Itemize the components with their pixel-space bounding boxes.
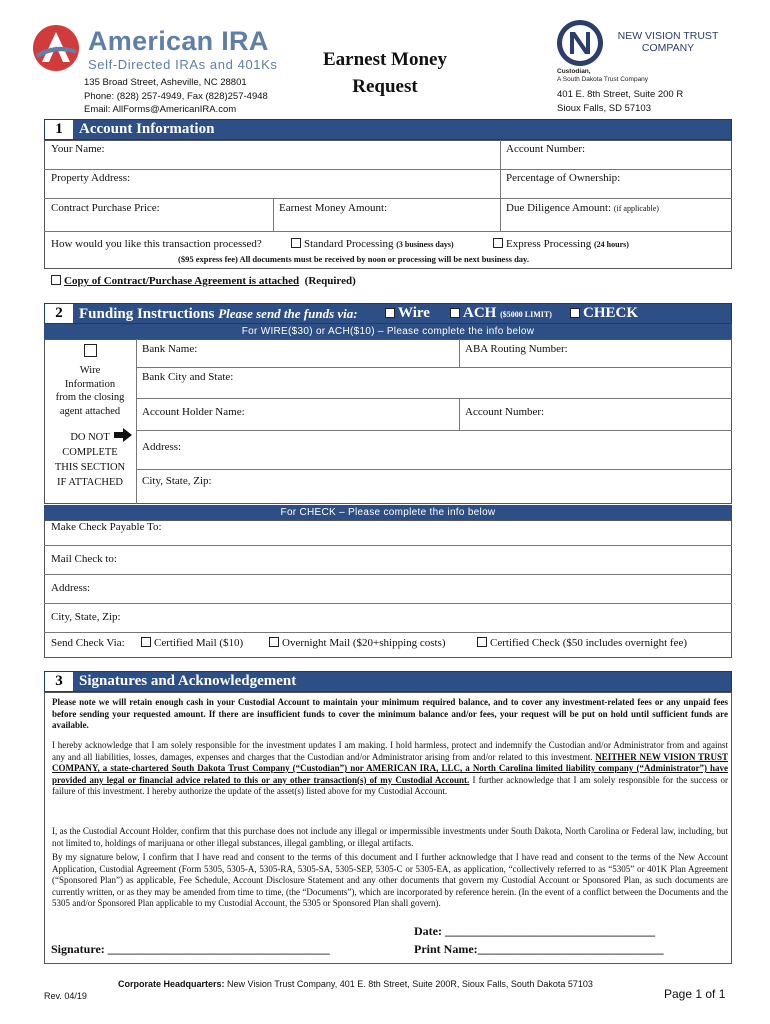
phone-line: Phone: (828) 257-4949, Fax (828)257-4948 bbox=[84, 90, 268, 102]
title-line-1: Earnest Money bbox=[322, 49, 447, 70]
divider bbox=[44, 603, 732, 604]
funding-title: Funding Instructions bbox=[79, 306, 215, 322]
email-line: Email: AllForms@AmericanIRA.com bbox=[84, 104, 237, 115]
contract-price-field[interactable]: Contract Purchase Price: bbox=[51, 202, 160, 214]
standard-note: (3 business days) bbox=[396, 240, 454, 249]
no-advice-text: NEITHER NEW VISION TRUST COMPANY, a state-chartered South Dakota Trust Company (“Custodian”) nor AMERICAN IRA, LLC, a North Carolina limited liability company (“Administrator”) have provided any legal or financial advice related to this or any other transaction(s) of my Custodial Account. bbox=[52, 751, 728, 785]
aba-routing-field[interactable]: ABA Routing Number: bbox=[465, 343, 568, 355]
copy-contract-label: Copy of Contract/Purchase Agreement is attached bbox=[64, 275, 300, 287]
hq-label: Corporate Headquarters: bbox=[118, 979, 225, 989]
divider bbox=[44, 231, 732, 232]
certified-check-checkbox[interactable] bbox=[477, 637, 487, 647]
express-checkbox[interactable] bbox=[493, 238, 503, 248]
required-label: (Required) bbox=[304, 275, 356, 287]
address-line-1: 401 E. 8th Street, Suite 200 R bbox=[557, 89, 684, 100]
section-title bbox=[79, 304, 358, 324]
label-line: from the closing bbox=[55, 392, 125, 403]
section-3-header bbox=[44, 671, 732, 692]
divider bbox=[459, 339, 460, 367]
new-vision-mark-icon bbox=[555, 18, 605, 68]
wire-address-field[interactable]: Address: bbox=[142, 441, 182, 453]
certified-mail-label: Certified Mail ($10) bbox=[154, 637, 244, 649]
american-ira-mark-icon bbox=[32, 24, 80, 72]
divider bbox=[44, 198, 732, 199]
consent-paragraph: By my signature below, I confirm that I have read and consent to the terms of this document and I further acknowledge that I have read and consent to the terms of the New Account Application, Custodial Agreement (Form 5305, 5305-A, 5305-RA, 5305-SA, 5305-SEP, 5305-C or 5305-EA, as application, “collectively referred to as “5305” or 401K Plan Agreement (“Sponsored Plan”) as applicable, Fee Schedule, Account Disclosure Statement and any other documents that govern my Custodial Account or Sponsored Plan, as such documents are currently written, or as they may be amended from time to time, (the “Documents”), which are incorporated by reference herein. (In the event of a conflict between the Documents and the 5305 and/or Sponsored Plan applicable to my Custodial Account, the 5305 or Sponsored Plan shall govern). bbox=[52, 852, 728, 908]
corporate-hq bbox=[118, 979, 593, 989]
label-line: agent attached bbox=[59, 405, 121, 417]
logo-title: American IRA bbox=[88, 26, 269, 56]
divider bbox=[273, 198, 274, 231]
due-diligence-label: Due Diligence Amount: bbox=[506, 202, 612, 214]
process-question: How would you like this transaction processed? bbox=[51, 238, 262, 250]
divider bbox=[136, 339, 137, 504]
section-number: 2 bbox=[45, 304, 73, 323]
certified-check-label: Certified Check ($50 includes overnight fee) bbox=[490, 637, 688, 649]
certified-mail-option[interactable] bbox=[141, 637, 243, 649]
ach-checkbox[interactable] bbox=[450, 308, 460, 318]
check-city-state-zip-field[interactable]: City, State, Zip: bbox=[51, 611, 121, 623]
divider bbox=[136, 469, 732, 470]
divider bbox=[459, 398, 460, 430]
account-number-field[interactable]: Account Number: bbox=[506, 143, 586, 155]
account-holder-field[interactable]: Account Holder Name: bbox=[142, 406, 245, 418]
label-line: Wire bbox=[79, 365, 101, 376]
divider bbox=[44, 574, 732, 575]
express-label: Express Processing bbox=[506, 238, 592, 250]
section-number: 1 bbox=[45, 120, 73, 139]
new-vision-address bbox=[557, 88, 683, 115]
section-1-header bbox=[44, 119, 732, 140]
section-title: Account Information bbox=[79, 121, 215, 137]
new-vision-name bbox=[609, 30, 727, 54]
due-diligence-field[interactable] bbox=[506, 202, 659, 214]
overnight-mail-label: Overnight Mail ($20+shipping costs) bbox=[282, 637, 446, 649]
wire-city-state-zip-field[interactable]: City, State, Zip: bbox=[142, 475, 212, 487]
express-processing-option[interactable] bbox=[493, 238, 629, 250]
name-line-2: COMPANY bbox=[641, 42, 695, 54]
wire-label: Wire bbox=[398, 305, 430, 321]
divider bbox=[136, 367, 732, 368]
check-address-field[interactable]: Address: bbox=[51, 582, 91, 594]
signature-field[interactable]: Signature: _____________________________________ bbox=[51, 942, 330, 956]
note-line: IF ATTACHED bbox=[57, 477, 123, 488]
overnight-mail-checkbox[interactable] bbox=[269, 637, 279, 647]
date-field[interactable]: Date: ___________________________________ bbox=[414, 924, 655, 938]
note-line: COMPLETE bbox=[62, 447, 118, 458]
divider bbox=[44, 169, 732, 170]
copy-contract-checkbox[interactable] bbox=[51, 275, 61, 285]
note-line: DO NOT bbox=[70, 432, 110, 443]
copy-contract-option[interactable] bbox=[51, 275, 356, 287]
section-2-header bbox=[44, 303, 732, 324]
hq-text: New Vision Trust Company, 401 E. 8th Street, Suite 200R, Sioux Falls, South Dakota 57103 bbox=[227, 979, 593, 989]
mail-check-to-field[interactable]: Mail Check to: bbox=[51, 553, 117, 565]
note-line: THIS SECTION bbox=[54, 462, 126, 473]
new-vision-logo bbox=[555, 18, 725, 88]
your-name-field[interactable]: Your Name: bbox=[51, 143, 105, 155]
indemnity-text: I hereby acknowledge that I am solely responsible for the investment updates I am making. I hold harmless, protect and indemnify the Custodian and/or Administrator from and against any and all liabilities, losses, damages, expenses and charges that the Custodian and/or Administrator arising from and/or related to this investment. bbox=[52, 740, 728, 762]
responsibility-text: I further acknowledge that I am solely responsible for the success or failure of this investment. I hereby authorize the update of the asset(s) listed above for my Custodial Account. bbox=[52, 774, 729, 796]
legality-paragraph: I, as the Custodial Account Holder, confirm that this purchase does not include any illegal or impermissible investments under South Dakota, North Carolina or Federal law, including, but not limited to, holdings of marijuana or other illegal substances, illegal gambling, or illegal artifacts. bbox=[52, 826, 728, 848]
overnight-mail-option[interactable] bbox=[269, 637, 446, 649]
send-via-label: Send Check Via: bbox=[51, 637, 125, 649]
print-name-field[interactable]: Print Name:_______________________________ bbox=[414, 942, 664, 956]
document-title bbox=[300, 46, 470, 100]
wire-account-number-field[interactable]: Account Number: bbox=[465, 406, 545, 418]
check-checkbox[interactable] bbox=[570, 308, 580, 318]
american-ira-address bbox=[84, 76, 268, 117]
express-fee-note: ($95 express fee) All documents must be received by noon or processing will be next business day. bbox=[178, 254, 529, 264]
property-address-field[interactable]: Property Address: bbox=[51, 172, 131, 184]
ach-option[interactable] bbox=[450, 304, 552, 324]
wire-option[interactable] bbox=[385, 304, 430, 323]
check-instructions-bar: For CHECK – Please complete the info below bbox=[44, 505, 732, 520]
retain-cash-paragraph: Please note we will retain enough cash in your Custodial Account to maintain your minimum required balance, and to cover any investment-related fees or any unpaid fees before sending your requested amount. If there are insufficient funds to cover the minimum balance and/or fees, your request will be put on hold until sufficient funds are available. bbox=[52, 697, 728, 730]
standard-label: Standard Processing bbox=[304, 238, 394, 250]
express-note: (24 hours) bbox=[594, 240, 629, 249]
due-diligence-note: (if applicable) bbox=[613, 204, 659, 213]
american-ira-logo bbox=[32, 24, 278, 72]
divider bbox=[136, 398, 732, 399]
divider bbox=[500, 140, 501, 231]
bank-city-state-field[interactable]: Bank City and State: bbox=[142, 371, 234, 383]
page-number: Page 1 of 1 bbox=[664, 987, 726, 1001]
payable-to-field[interactable]: Make Check Payable To: bbox=[51, 521, 162, 533]
wire-info-attached-label bbox=[46, 364, 134, 418]
address-line: 135 Broad Street, Asheville, NC 28801 bbox=[84, 77, 247, 88]
standard-processing-option[interactable] bbox=[291, 238, 454, 250]
indemnity-paragraph bbox=[52, 740, 728, 798]
check-option[interactable] bbox=[570, 304, 638, 323]
divider bbox=[136, 430, 732, 431]
ach-label: ACH bbox=[463, 305, 497, 321]
divider bbox=[44, 632, 732, 633]
right-arrow-icon bbox=[114, 428, 132, 442]
certified-check-option[interactable] bbox=[477, 637, 687, 649]
wire-info-attached-checkbox[interactable] bbox=[84, 344, 97, 357]
funding-subtitle: Please send the funds via: bbox=[218, 306, 358, 321]
bank-name-field[interactable]: Bank Name: bbox=[142, 343, 198, 355]
custodian-line-2: A South Dakota Trust Company bbox=[557, 76, 649, 83]
section-number: 3 bbox=[45, 672, 73, 691]
custodian-line-1: Custodian, bbox=[557, 68, 591, 75]
check-label: CHECK bbox=[583, 305, 639, 321]
custodian-note bbox=[557, 68, 648, 84]
standard-checkbox[interactable] bbox=[291, 238, 301, 248]
address-line-2: Sioux Falls, SD 57103 bbox=[557, 102, 651, 114]
divider bbox=[44, 545, 732, 546]
ach-limit: ($5000 LIMIT) bbox=[500, 310, 552, 319]
name-line-1: NEW VISION TRUST bbox=[617, 30, 719, 42]
ownership-percentage-field[interactable]: Percentage of Ownership: bbox=[506, 172, 621, 184]
revision-label: Rev. 04/19 bbox=[44, 991, 87, 1001]
section-title: Signatures and Acknowledgement bbox=[79, 673, 297, 689]
certified-mail-checkbox[interactable] bbox=[141, 637, 151, 647]
wire-instructions-bar: For WIRE($30) or ACH($10) – Please complete the info below bbox=[44, 324, 732, 339]
wire-checkbox[interactable] bbox=[385, 308, 395, 318]
logo-tagline: Self-Directed IRAs and 401Ks bbox=[88, 57, 278, 72]
earnest-amount-field[interactable]: Earnest Money Amount: bbox=[279, 202, 388, 214]
label-line: Information bbox=[64, 378, 116, 390]
title-line-2: Request bbox=[352, 76, 418, 97]
